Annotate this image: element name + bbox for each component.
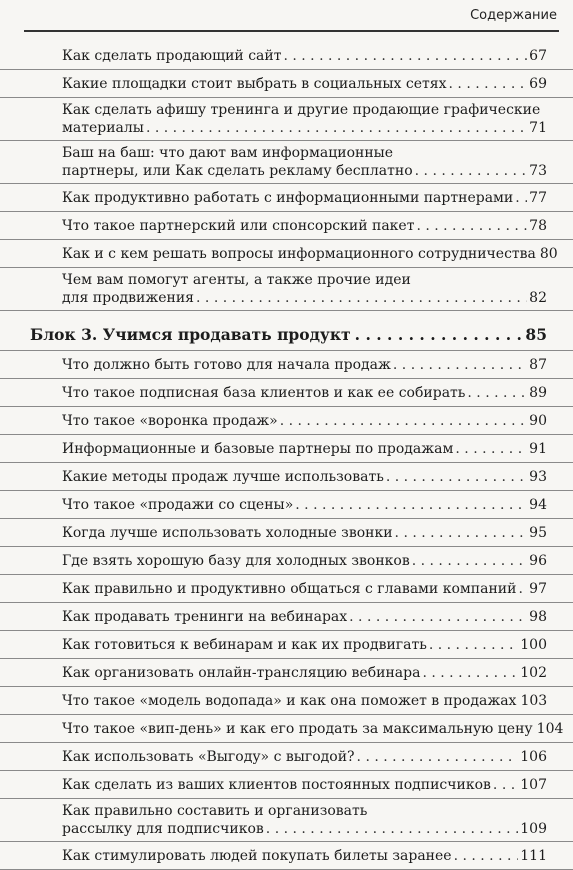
toc-entry-title: Какие площадки стоит выбрать в социальных сетях [62, 75, 447, 92]
toc-entry-line [62, 119, 547, 137]
toc-entry-title: Как сделать из ваших клиентов постоянных подписчиков [62, 776, 491, 793]
toc-entry[interactable] [0, 268, 573, 311]
toc-page-number: 67 [529, 47, 547, 64]
toc-entry-line [62, 217, 547, 235]
dot-leader [493, 776, 518, 794]
toc-entry-title: Как продуктивно работать с информационными партнерами [62, 189, 514, 206]
toc-entry-title: Что такое «модель водопада» и как она поможет в продажах [62, 692, 517, 709]
dot-leader [454, 847, 519, 865]
toc-entry-title: Как и с кем решать вопросы информационного сотрудничества [62, 245, 536, 262]
dot-leader [395, 524, 528, 542]
running-head: Содержание [470, 8, 557, 23]
dot-leader [518, 580, 527, 598]
toc-entry-line [62, 384, 547, 402]
dot-leader [415, 162, 528, 180]
toc-entry-line [62, 664, 547, 682]
toc-entry[interactable] [0, 42, 573, 70]
toc-entry-line [62, 608, 547, 626]
toc-entry-line [62, 47, 547, 65]
toc-entry-line [62, 144, 547, 162]
toc-entry[interactable] [0, 771, 573, 799]
dot-leader [429, 636, 518, 654]
toc-entry-title: Где взять хорошую базу для холодных звонков [62, 552, 410, 569]
toc-entry-title: Баш на баш: что дают вам информационные [62, 145, 394, 161]
table-of-contents [0, 42, 573, 870]
dot-leader [449, 75, 528, 93]
toc-entry-title: Когда лучше использовать холодные звонки [62, 524, 393, 541]
toc-entry[interactable] [0, 799, 573, 842]
toc-entry-line [62, 580, 547, 598]
toc-page-number: 91 [529, 440, 547, 457]
toc-page-number: 82 [529, 290, 547, 306]
toc-entry[interactable] [0, 351, 573, 379]
toc-entry[interactable] [0, 519, 573, 547]
toc-page-number: 95 [529, 524, 547, 541]
toc-entry-title: для продвижения [62, 290, 195, 306]
toc-page-number: 103 [520, 692, 548, 709]
dot-leader [283, 47, 527, 65]
toc-entry[interactable] [0, 70, 573, 98]
toc-entry[interactable] [0, 98, 573, 141]
toc-page-number: 77 [529, 189, 547, 206]
toc-entry[interactable] [0, 575, 573, 603]
toc-entry-line [62, 75, 547, 93]
toc-entry[interactable] [0, 407, 573, 435]
header-rule [24, 30, 559, 32]
toc-entry-title: Что такое «вип-день» и как его продать за максимальную цену [62, 720, 533, 737]
toc-entry-line [62, 748, 547, 766]
toc-page-number: 104 [536, 720, 564, 737]
toc-entry-line [62, 289, 547, 307]
toc-entry-line [62, 524, 547, 542]
dot-leader [355, 325, 522, 345]
dot-leader [280, 412, 527, 430]
toc-entry-title: Как продавать тренинги на вебинарах [62, 608, 348, 625]
toc-page-number: 97 [529, 580, 547, 597]
toc-entry[interactable] [0, 463, 573, 491]
dot-leader [416, 217, 527, 235]
toc-entry-title: Что такое партнерский или спонсорский пакет [62, 217, 415, 234]
dot-leader [467, 384, 527, 402]
toc-page-number: 100 [520, 636, 547, 653]
dot-leader [349, 608, 527, 626]
toc-entry-title: Как готовиться к вебинарам и как их продвигать [62, 636, 427, 653]
toc-entry-title: Как организовать онлайн-трансляцию вебинара [62, 664, 421, 681]
toc-page-number: 109 [520, 821, 547, 837]
block-page-number: 85 [525, 325, 547, 344]
toc-entry-line [62, 271, 547, 289]
toc-page-number: 94 [529, 496, 547, 513]
toc-entry[interactable] [0, 435, 573, 463]
toc-entry-title: рассылку для подписчиков [62, 821, 264, 837]
block-heading[interactable] [0, 325, 573, 351]
toc-entry-line [62, 720, 564, 738]
toc-entry[interactable] [0, 212, 573, 240]
toc-entry[interactable] [0, 491, 573, 519]
dot-leader [422, 664, 518, 682]
toc-entry-title: Как сделать продающий сайт [62, 47, 282, 64]
dot-leader [386, 468, 527, 486]
toc-entry-title: Что должно быть готово для начала продаж [62, 356, 391, 373]
toc-page-number: 98 [529, 608, 547, 625]
toc-entry-title: материалы [62, 120, 144, 136]
toc-entry[interactable] [0, 687, 573, 715]
toc-entry-title: Что такое подписная база клиентов и как ее собирать [62, 384, 466, 401]
dot-leader [357, 748, 519, 766]
toc-entry[interactable] [0, 715, 573, 743]
toc-page-number: 71 [529, 120, 547, 136]
toc-entry-title: Как использовать «Выгоду» с выгодой? [62, 748, 355, 765]
toc-entries-after [0, 351, 573, 870]
toc-page-number: 107 [520, 776, 547, 793]
toc-page-number: 102 [520, 664, 547, 681]
toc-page-number: 73 [529, 163, 547, 179]
dot-leader [146, 119, 527, 137]
toc-entry-line [62, 496, 547, 514]
toc-entry-line [62, 440, 547, 458]
toc-entry-title: Информационные и базовые партнеры по продажам [62, 440, 454, 457]
dot-leader [393, 356, 527, 374]
dot-leader [412, 552, 527, 570]
dot-leader [295, 496, 527, 514]
toc-page-number: 87 [529, 356, 547, 373]
toc-entry-title: Как правильно составить и организовать [62, 803, 368, 819]
toc-entry[interactable] [0, 631, 573, 659]
block-title: Блок 3. Учимся продавать продукт [30, 325, 351, 344]
toc-entry-title: Чем вам помогут агенты, а также прочие идеи [62, 272, 411, 288]
toc-entry-line [62, 820, 547, 838]
toc-page-number: 89 [529, 384, 547, 401]
toc-page-number: 106 [520, 748, 547, 765]
toc-entry-title: партнеры, или Как сделать рекламу бесплатно [62, 163, 413, 179]
toc-entries-before [0, 42, 573, 311]
dot-leader [515, 189, 527, 207]
toc-entry[interactable] [0, 603, 573, 631]
toc-entry-line [62, 101, 547, 119]
toc-entry-line [62, 692, 547, 710]
toc-entry-line [62, 636, 547, 654]
toc-entry-title: Что такое «воронка продаж» [62, 412, 278, 429]
toc-entry[interactable] [0, 379, 573, 407]
toc-page-number: 90 [529, 412, 547, 429]
dot-leader [455, 440, 527, 458]
dot-leader [196, 289, 527, 307]
toc-entry-line [62, 162, 547, 180]
toc-entry-line [62, 802, 547, 820]
toc-entry-title: Как правильно и продуктивно общаться с главами компаний [62, 580, 517, 597]
toc-entry-title: Что такое «продажи со сцены» [62, 496, 294, 513]
toc-entry-line [62, 189, 547, 207]
toc-page-number: 93 [529, 468, 547, 485]
toc-entry-line [62, 776, 547, 794]
toc-entry[interactable] [0, 240, 573, 268]
toc-entry-line [62, 468, 547, 486]
toc-page-number: 96 [529, 552, 547, 569]
toc-entry-line [62, 356, 547, 374]
toc-entry[interactable] [0, 141, 573, 184]
toc-page-number: 78 [529, 217, 547, 234]
toc-entry-line [62, 412, 547, 430]
toc-entry-line [62, 847, 547, 865]
toc-entry-title: Как сделать афишу тренинга и другие продающие графические [62, 102, 541, 118]
toc-page-number: 69 [529, 75, 547, 92]
toc-entry-line [62, 245, 558, 263]
toc-entry[interactable] [0, 842, 573, 870]
toc-entry[interactable] [0, 184, 573, 212]
dot-leader [266, 820, 518, 838]
toc-page-number: 80 [539, 245, 558, 262]
toc-entry[interactable] [0, 659, 573, 687]
toc-entry-title: Какие методы продаж лучше использовать [62, 468, 384, 485]
toc-entry[interactable] [0, 547, 573, 575]
toc-entry-title: Как стимулировать людей покупать билеты заранее [62, 847, 452, 864]
toc-page-number: 111 [520, 847, 547, 864]
toc-entry-line [62, 552, 547, 570]
toc-entry[interactable] [0, 743, 573, 771]
